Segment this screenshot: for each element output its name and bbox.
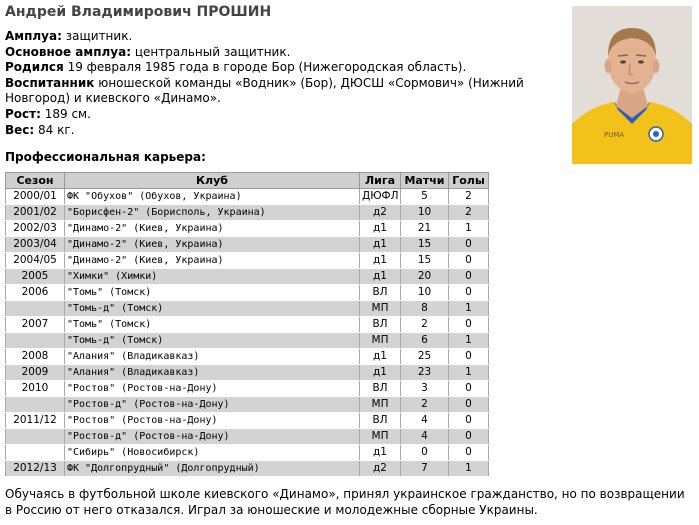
table-row: [6, 317, 489, 333]
info-height: Рост: 189 см.: [5, 106, 91, 121]
club-cell: "Алания" (Владикавказ): [65, 349, 360, 365]
goals-cell: 0: [449, 429, 489, 445]
league-cell: МП: [360, 333, 401, 349]
matches-cell: 6: [401, 333, 449, 349]
matches-cell: 15: [401, 253, 449, 269]
season-cell: 2003/04: [6, 237, 65, 253]
club-cell: "Динамо-2" (Киев, Украина): [65, 237, 360, 253]
club-cell: "Динамо-2" (Киев, Украина): [65, 253, 360, 269]
career-body: [6, 189, 489, 477]
table-row: [6, 237, 489, 253]
goals-cell: 0: [449, 349, 489, 365]
matches-cell: 23: [401, 365, 449, 381]
player-name: Андрей Владимирович ПРОШИН: [5, 4, 272, 20]
matches-cell: 0: [401, 445, 449, 461]
info-school: Воспитанник юношеской команды «Водник» (Бор), ДЮСШ «Сормович» (Нижний Новгород) и киевского «Динамо».: [5, 75, 524, 106]
goals-cell: 0: [449, 253, 489, 269]
info-role: Амплуа: защитник.: [5, 29, 133, 43]
goals-cell: 2: [449, 205, 489, 221]
matches-cell: 15: [401, 237, 449, 253]
footer-note: Обучаясь в футбольной школе киевского «Динамо», принял украинское гражданство, но по возвращении в Россию от него отказался. Играл за юношеские и молодежные сборные Украины.: [5, 487, 685, 517]
league-cell: МП: [360, 397, 401, 413]
club-cell: "Ростов" (Ростов-на-Дону): [65, 413, 360, 429]
matches-cell: 8: [401, 301, 449, 317]
league-cell: ВЛ: [360, 413, 401, 429]
goals-cell: 1: [449, 221, 489, 237]
career-table: [5, 172, 489, 477]
goals-cell: 0: [449, 237, 489, 253]
matches-cell: 20: [401, 269, 449, 285]
table-row: [6, 205, 489, 221]
player-photo-image: [572, 6, 692, 164]
season-cell: [6, 397, 65, 413]
league-cell: МП: [360, 429, 401, 445]
table-row: [6, 253, 489, 269]
season-cell: 2008: [6, 349, 65, 365]
season-cell: 2009: [6, 365, 65, 381]
league-cell: д2: [360, 205, 401, 221]
matches-cell: 4: [401, 413, 449, 429]
goals-cell: 0: [449, 445, 489, 461]
goals-cell: 0: [449, 317, 489, 333]
table-row: [6, 333, 489, 349]
header-matches: Матчи: [401, 173, 449, 189]
league-cell: ДЮФЛ: [360, 189, 401, 205]
club-cell: "Ростов" (Ростов-на-Дону): [65, 381, 360, 397]
matches-cell: 7: [401, 461, 449, 477]
table-row: [6, 301, 489, 317]
table-row: [6, 349, 489, 365]
matches-cell: 3: [401, 381, 449, 397]
matches-cell: 2: [401, 317, 449, 333]
club-cell: "Сибирь" (Новосибирск): [65, 445, 360, 461]
season-cell: 2004/05: [6, 253, 65, 269]
matches-cell: 5: [401, 189, 449, 205]
matches-cell: 10: [401, 205, 449, 221]
header-season: Сезон: [6, 173, 65, 189]
info-weight: Вес: 84 кг.: [5, 122, 75, 137]
league-cell: ВЛ: [360, 285, 401, 301]
matches-cell: 21: [401, 221, 449, 237]
shirt-logo: PUMA: [604, 131, 625, 139]
table-row: [6, 397, 489, 413]
goals-cell: 0: [449, 269, 489, 285]
table-row: [6, 381, 489, 397]
club-cell: "Динамо-2" (Киев, Украина): [65, 221, 360, 237]
league-cell: д1: [360, 365, 401, 381]
table-row: [6, 461, 489, 477]
table-row: [6, 365, 489, 381]
table-row: [6, 189, 489, 205]
goals-cell: 1: [449, 301, 489, 317]
table-row: [6, 413, 489, 429]
league-cell: д1: [360, 349, 401, 365]
goals-cell: 1: [449, 365, 489, 381]
season-cell: [6, 445, 65, 461]
season-cell: 2000/01: [6, 189, 65, 205]
career-header-row: [6, 173, 489, 189]
goals-cell: 0: [449, 381, 489, 397]
season-cell: [6, 301, 65, 317]
goals-cell: 0: [449, 397, 489, 413]
club-cell: "Томь" (Томск): [65, 285, 360, 301]
season-cell: 2011/12: [6, 413, 65, 429]
goals-cell: 0: [449, 285, 489, 301]
club-cell: "Томь-д" (Томск): [65, 301, 360, 317]
season-cell: [6, 333, 65, 349]
club-cell: "Томь-д" (Томск): [65, 333, 360, 349]
league-cell: д1: [360, 253, 401, 269]
season-cell: 2012/13: [6, 461, 65, 477]
club-cell: ФК "Обухов" (Обухов, Украина): [65, 189, 360, 205]
matches-cell: 25: [401, 349, 449, 365]
club-cell: "Ростов-д" (Ростов-на-Дону): [65, 397, 360, 413]
matches-cell: 10: [401, 285, 449, 301]
league-cell: ВЛ: [360, 381, 401, 397]
league-cell: д1: [360, 237, 401, 253]
table-row: [6, 285, 489, 301]
header-league: Лига: [360, 173, 401, 189]
player-photo: [572, 6, 692, 164]
table-row: [6, 269, 489, 285]
season-cell: 2005: [6, 269, 65, 285]
club-cell: "Алания" (Владикавказ): [65, 365, 360, 381]
header-club: Клуб: [65, 173, 360, 189]
info-main-role: Основное амплуа: центральный защитник.: [5, 44, 291, 59]
club-cell: "Ростов-д" (Ростов-на-Дону): [65, 429, 360, 445]
season-cell: 2002/03: [6, 221, 65, 237]
season-cell: 2006: [6, 285, 65, 301]
goals-cell: 2: [449, 189, 489, 205]
club-cell: "Химки" (Химки): [65, 269, 360, 285]
season-cell: 2007: [6, 317, 65, 333]
league-cell: д1: [360, 445, 401, 461]
league-cell: д1: [360, 269, 401, 285]
player-info: [5, 29, 560, 138]
club-cell: "Борисфен-2" (Борисполь, Украина): [65, 205, 360, 221]
table-row: [6, 445, 489, 461]
table-row: [6, 429, 489, 445]
season-cell: [6, 429, 65, 445]
league-cell: ВЛ: [360, 317, 401, 333]
season-cell: 2001/02: [6, 205, 65, 221]
info-born: Родился 19 февраля 1985 года в городе Бор (Нижегородская область).: [5, 60, 467, 75]
goals-cell: 0: [449, 413, 489, 429]
league-cell: д2: [360, 461, 401, 477]
season-cell: 2010: [6, 381, 65, 397]
club-cell: "Томь" (Томск): [65, 317, 360, 333]
goals-cell: 1: [449, 333, 489, 349]
career-title: Профессиональная карьера:: [5, 150, 206, 164]
league-cell: д1: [360, 221, 401, 237]
matches-cell: 4: [401, 429, 449, 445]
league-cell: МП: [360, 301, 401, 317]
club-cell: ФК "Долгопрудный" (Долгопрудный): [65, 461, 360, 477]
matches-cell: 2: [401, 397, 449, 413]
goals-cell: 1: [449, 461, 489, 477]
header-goals: Голы: [449, 173, 489, 189]
table-row: [6, 221, 489, 237]
